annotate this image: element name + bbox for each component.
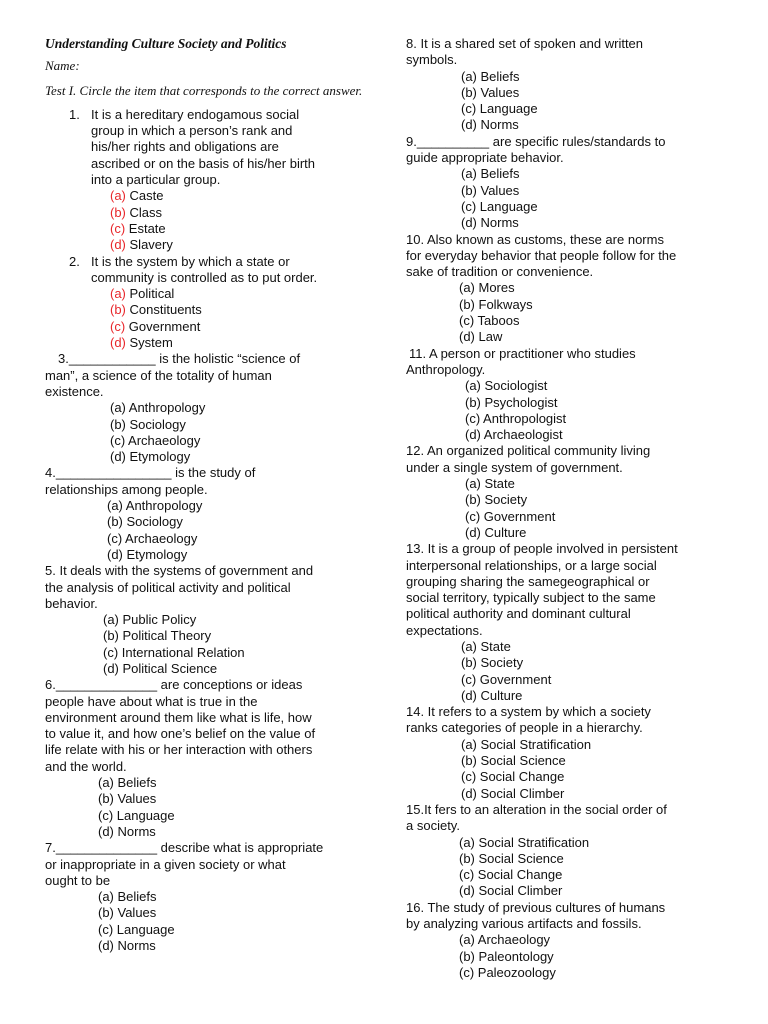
option-text: Class: [129, 204, 163, 220]
question-line: under a single system of government.: [406, 459, 623, 475]
question-number: 1.: [69, 106, 80, 122]
option-b[interactable]: (b) Political Theory: [103, 628, 212, 644]
question-line: his/her rights and obligations are: [91, 139, 279, 155]
question-line: 4.________________ is the study of: [45, 465, 256, 481]
question-line: 10. Also known as customs, these are norms: [406, 231, 664, 247]
option-b[interactable]: (b) Social Science: [461, 753, 566, 769]
option-a[interactable]: (a) Social Stratification: [461, 736, 592, 752]
question-line: It is the system by which a state or: [91, 253, 290, 269]
option-b[interactable]: [110, 205, 370, 221]
question-line: man”, a science of the totality of human: [45, 367, 272, 383]
right-column: [406, 36, 736, 981]
question-line: 11. A person or practitioner who studies: [409, 345, 636, 361]
question-line: 14. It refers to a system by which a society: [406, 704, 651, 720]
option-d[interactable]: (d) Etymology: [107, 546, 188, 562]
question-6: [45, 677, 370, 840]
option-b[interactable]: (b) Values: [98, 905, 157, 921]
question-13: [406, 541, 736, 704]
name-label: Name:: [45, 58, 80, 74]
question-line: behavior.: [45, 595, 98, 611]
question-line: political authority and dominant cultural: [406, 606, 631, 622]
question-4: [45, 465, 370, 563]
option-b[interactable]: (b) Paleontology: [459, 948, 554, 964]
question-2: [45, 254, 370, 352]
question-line: group in which a person’s rank and: [91, 123, 293, 139]
option-b[interactable]: (b) Folkways: [459, 296, 533, 312]
question-line: and the world.: [45, 758, 127, 774]
option-b[interactable]: (b) Social Science: [459, 850, 564, 866]
option-c[interactable]: (c) Language: [461, 198, 538, 214]
question-12: [406, 443, 736, 541]
option-a[interactable]: (a) Beliefs: [98, 889, 157, 905]
question-line: a society.: [406, 818, 460, 834]
option-b[interactable]: (b) Values: [461, 84, 520, 100]
option-a[interactable]: (a) Beliefs: [461, 166, 520, 182]
left-column: [45, 36, 370, 954]
option-c[interactable]: (c) Language: [461, 101, 538, 117]
option-letter: (b): [110, 302, 126, 318]
question-line: expectations.: [406, 622, 483, 638]
option-c[interactable]: (c) Taboos: [459, 313, 520, 329]
option-letter: (d): [110, 237, 126, 253]
question-line: It is a hereditary endogamous social: [91, 106, 300, 122]
question-line: ranks categories of people in a hierarchy.: [406, 720, 643, 736]
option-text: Political: [129, 286, 175, 302]
option-a[interactable]: (a) Anthropology: [110, 400, 206, 416]
question-line: 9.__________ are specific rules/standards to: [406, 133, 666, 149]
question-15: [406, 802, 736, 900]
option-a[interactable]: (a) Beliefs: [461, 68, 520, 84]
question-line: grouping sharing the samegeographical or: [406, 573, 650, 589]
option-a[interactable]: (a) Sociologist: [465, 378, 548, 394]
question-line: symbols.: [406, 52, 458, 68]
option-d[interactable]: (d) Social Climber: [461, 785, 565, 801]
test-instructions: Test I. Circle the item that corresponds to the correct answer.: [45, 82, 363, 98]
question-number: 2.: [69, 253, 80, 269]
question-line: environment around them like what is life, how: [45, 709, 312, 725]
question-3: [45, 351, 370, 465]
question-14: [406, 704, 736, 802]
option-c[interactable]: (c) Archaeology: [110, 432, 201, 448]
question-10: [406, 232, 736, 346]
question-line: sake of tradition or convenience.: [406, 264, 594, 280]
option-a[interactable]: [110, 286, 370, 302]
question-line: 8. It is a shared set of spoken and written: [406, 36, 644, 51]
option-b[interactable]: (b) Society: [465, 492, 528, 508]
option-c[interactable]: (c) Social Change: [461, 769, 565, 785]
option-b[interactable]: [110, 302, 370, 318]
option-b[interactable]: (b) Values: [98, 791, 157, 807]
question-line: for everyday behavior that people follow for the: [406, 247, 677, 263]
option-c[interactable]: (c) Paleozoology: [459, 964, 556, 980]
option-c[interactable]: (c) Government: [465, 508, 556, 524]
option-c[interactable]: (c) International Relation: [103, 644, 245, 660]
question-9: [406, 134, 736, 232]
option-b[interactable]: (b) Sociology: [107, 514, 183, 530]
option-c[interactable]: (c) Social Change: [459, 867, 563, 883]
question-7: [45, 840, 370, 954]
question-line: people have about what is true in the: [45, 693, 258, 709]
question-line: guide appropriate behavior.: [406, 150, 564, 166]
option-d[interactable]: (d) Etymology: [110, 449, 191, 465]
question-line: 7.______________ describe what is appropriate: [45, 840, 324, 856]
option-letter: (c): [110, 220, 126, 236]
question-line: relationships among people.: [45, 481, 208, 497]
question-line: 13. It is a group of people involved in persistent: [406, 541, 678, 557]
question-line: to value it, and how one’s belief on the value of: [45, 726, 316, 742]
option-letter: (a): [110, 286, 126, 302]
question-line: ascribed or on the basis of his/her birth: [91, 155, 316, 171]
option-text: Caste: [129, 188, 164, 204]
option-d[interactable]: (d) Norms: [461, 215, 519, 231]
option-d[interactable]: [110, 237, 370, 253]
option-d[interactable]: (d) Political Science: [103, 660, 218, 676]
option-d[interactable]: (d) Archaeologist: [465, 427, 563, 443]
option-text: Government: [128, 318, 201, 334]
question-5: [45, 563, 370, 677]
option-d[interactable]: (d) Social Climber: [459, 883, 563, 899]
question-line: 15.It fers to an alteration in the social order of: [406, 801, 667, 817]
option-c[interactable]: (c) Anthropologist: [465, 410, 567, 426]
question-line: community is controlled as to put order.: [91, 269, 318, 285]
option-b[interactable]: (b) Psychologist: [465, 394, 558, 410]
option-a[interactable]: (a) State: [465, 476, 515, 492]
question-line: social territory, typically subject to the same: [406, 590, 656, 606]
option-d[interactable]: (d) Norms: [461, 117, 519, 133]
option-d[interactable]: (d) Norms: [98, 823, 156, 839]
option-a[interactable]: (a) Beliefs: [98, 775, 157, 791]
option-text: Slavery: [129, 237, 173, 253]
question-line: into a particular group.: [91, 172, 221, 188]
option-a[interactable]: [110, 188, 370, 204]
option-c[interactable]: (c) Language: [98, 921, 175, 937]
question-line: 16. The study of previous cultures of humans: [406, 899, 666, 915]
option-d[interactable]: (d) Law: [459, 329, 503, 345]
question-line: existence.: [45, 383, 104, 399]
question-line: life relate with his or her interaction with others: [45, 742, 313, 758]
question-line: 5. It deals with the systems of government and: [45, 563, 314, 579]
question-line: or inappropriate in a given society or what: [45, 856, 286, 872]
option-letter: (c): [110, 318, 126, 334]
option-c[interactable]: [110, 221, 370, 237]
question-line: 12. An organized political community living: [406, 443, 651, 459]
option-b[interactable]: (b) Sociology: [110, 416, 186, 432]
question-line: interpersonal relationships, or a large social: [406, 557, 657, 573]
question-line: the analysis of political activity and political: [45, 579, 291, 595]
option-b[interactable]: (b) Values: [461, 182, 520, 198]
question-16: [406, 900, 736, 981]
option-a[interactable]: (a) Anthropology: [107, 498, 203, 514]
option-c[interactable]: (c) Language: [98, 807, 175, 823]
question-line: by analyzing various artifacts and fossils.: [406, 916, 642, 932]
option-a[interactable]: (a) State: [461, 638, 511, 654]
question-line: 6.______________ are conceptions or ideas: [45, 677, 303, 693]
option-letter: (d): [110, 335, 126, 351]
option-c[interactable]: [110, 319, 370, 335]
document-title: Understanding Culture Society and Politics: [45, 36, 287, 51]
option-a[interactable]: (a) Mores: [459, 280, 515, 296]
option-letter: (a): [110, 188, 126, 204]
option-d[interactable]: [110, 335, 370, 351]
option-text: Estate: [128, 220, 166, 236]
option-a[interactable]: (a) Archaeology: [459, 932, 551, 948]
option-b[interactable]: (b) Society: [461, 655, 524, 671]
question-8: [406, 36, 736, 134]
option-d[interactable]: (d) Culture: [461, 687, 523, 703]
question-line: Anthropology.: [406, 361, 486, 377]
question-line: 3.____________ is the holistic “science of: [58, 351, 301, 367]
option-a[interactable]: (a) Social Stratification: [459, 834, 590, 850]
option-letter: (b): [110, 204, 126, 220]
option-a[interactable]: (a) Public Policy: [103, 612, 197, 628]
option-text: Constituents: [129, 302, 202, 318]
option-d[interactable]: (d) Culture: [465, 524, 527, 540]
question-line: ought to be: [45, 872, 111, 888]
option-c[interactable]: (c) Archaeology: [107, 530, 198, 546]
question-1: [45, 107, 370, 254]
option-c[interactable]: (c) Government: [461, 671, 552, 687]
question-11: [406, 346, 736, 444]
option-d[interactable]: (d) Norms: [98, 938, 156, 954]
option-text: System: [129, 335, 173, 351]
